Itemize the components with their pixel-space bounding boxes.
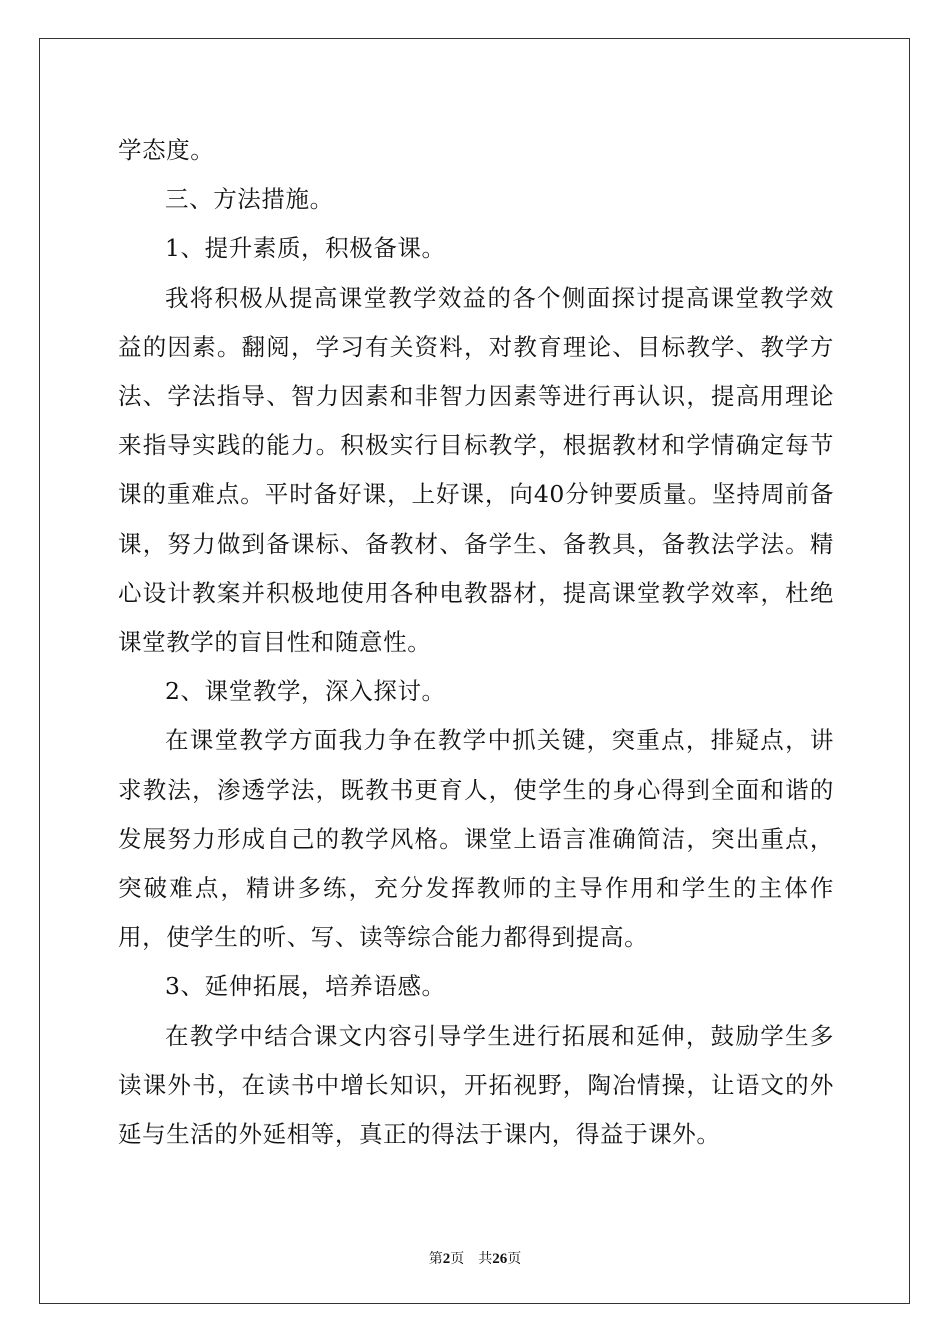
total-pages-number: 26 bbox=[492, 1251, 508, 1267]
paragraph: 在教学中结合课文内容引导学生进行拓展和延伸，鼓励学生多读课外书，在读书中增长知识，开拓视野，陶冶情操，让语文的外延与生活的外延相等，真正的得法于课内，得益于课外。 bbox=[118, 1021, 834, 1149]
document-body bbox=[118, 126, 834, 1159]
footer-total-prefix: 共 bbox=[478, 1251, 493, 1267]
page-footer bbox=[0, 1248, 950, 1268]
footer-page-unit: 页 bbox=[450, 1251, 465, 1267]
current-page-number: 2 bbox=[442, 1251, 451, 1267]
paragraph: 学态度。 bbox=[118, 136, 215, 164]
paragraph: 我将积极从提高课堂教学效益的各个侧面探讨提高课堂教学效益的因素。翻阅，学习有关资料，对教育理论、目标教学、教学方法、学法指导、智力因素和非智力因素等进行再认识，提高用理论来指导实践的能力。积极实行目标教学，根据教材和学情确定每节课的重难点。平时备好课，上好课，向40分钟要质量。坚持周前备课，努力做到备课标、备教材、备学生、备教具，备教法学法。精心设计教案并积极地使用各种电教器材，提高课堂教学效率，杜绝课堂教学的盲目性和随意性。 bbox=[118, 283, 834, 657]
subsection-heading: 3、延伸拓展，培养语感。 bbox=[165, 972, 446, 1001]
footer-total-unit: 页 bbox=[507, 1251, 522, 1267]
subsection-heading: 2、课堂教学，深入探讨。 bbox=[165, 677, 446, 706]
subsection-heading: 1、提升素质，积极备课。 bbox=[165, 234, 446, 263]
section-heading: 三、方法措施。 bbox=[165, 185, 334, 214]
paragraph: 在课堂教学方面我力争在教学中抓关键，突重点，排疑点，讲求教法，渗透学法，既教书更育人，使学生的身心得到全面和谐的发展努力形成自己的教学风格。课堂上语言准确简洁，突出重点，突破难点，精讲多练，充分发挥教师的主导作用和学生的主体作用，使学生的听、写、读等综合能力都得到提高。 bbox=[118, 726, 834, 952]
footer-prefix: 第 bbox=[428, 1251, 443, 1267]
